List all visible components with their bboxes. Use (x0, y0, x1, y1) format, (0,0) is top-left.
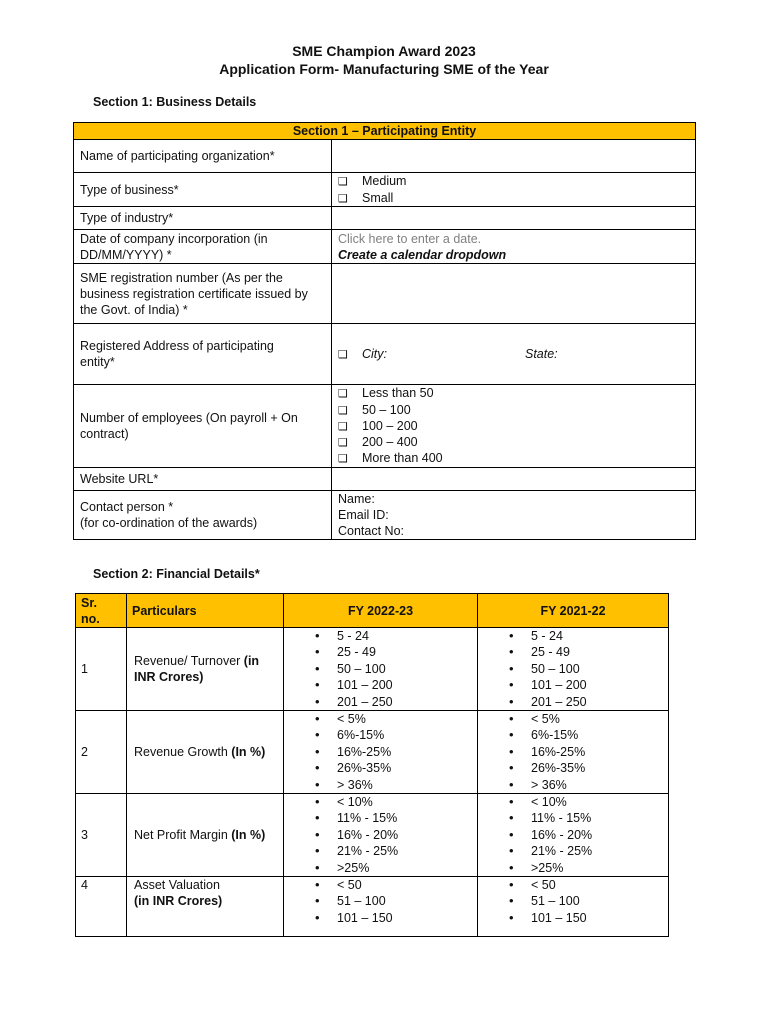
fy2021-options (478, 876, 669, 936)
option-label: Less than 50 (362, 386, 434, 401)
row-number: 2 (76, 711, 127, 794)
table-row (76, 876, 669, 936)
business-type-option-small[interactable] (338, 190, 689, 206)
fy2022-options (284, 876, 478, 936)
table-row (76, 793, 669, 876)
checkbox-icon[interactable]: ❑ (338, 387, 348, 401)
address-field[interactable] (332, 324, 696, 385)
row-particular (127, 876, 284, 936)
incorporation-date-field[interactable] (332, 230, 696, 264)
employees-options (332, 385, 696, 468)
label-line: Date of company incorporation (in (80, 231, 268, 246)
section2-heading: Section 2: Financial Details* (93, 567, 260, 581)
city-label: City: (362, 346, 387, 361)
list-item[interactable]: • 51 – 100 (289, 893, 472, 909)
header-line: no. (81, 611, 100, 626)
particular-unit: (In %) (231, 744, 266, 759)
incorporation-date-label (74, 230, 332, 264)
option-label: Small (362, 190, 394, 205)
label-line: SME registration number (As per the (80, 270, 283, 285)
business-type-label: Type of business* (74, 173, 332, 207)
employee-option[interactable] (338, 434, 689, 450)
checkbox-icon[interactable]: ❑ (338, 191, 348, 205)
org-name-label: Name of participating organization* (74, 140, 332, 173)
table-row (76, 711, 669, 794)
contact-person-field[interactable] (332, 491, 696, 540)
participating-entity-table (73, 122, 696, 540)
contact-name-label: Name: (338, 492, 375, 506)
checkbox-icon[interactable]: ❑ (338, 347, 348, 361)
fy2021-options (478, 628, 669, 711)
list-item[interactable]: • 26%-35% (289, 760, 472, 776)
form-title: SME Champion Award 2023 (292, 43, 476, 59)
list-item[interactable]: • 201 – 250 (483, 694, 663, 710)
business-type-option-medium[interactable] (338, 173, 689, 189)
list-item[interactable]: • 11% - 15% (289, 810, 472, 826)
particular-unit: INR Crores) (134, 670, 204, 684)
employee-option[interactable] (338, 418, 689, 434)
contact-person-label (74, 491, 332, 540)
list-item[interactable]: • 16% - 20% (289, 827, 472, 843)
fy2022-options (284, 711, 478, 794)
list-item[interactable]: • 16%-25% (289, 744, 472, 760)
fy2021-options (478, 711, 669, 794)
form-subtitle: Application Form- Manufacturing SME of the Year (219, 61, 549, 77)
label-line: (for co-ordination of the awards) (80, 516, 258, 530)
list-item[interactable]: • 21% - 25% (289, 843, 472, 859)
list-item[interactable]: • 5 - 24 (483, 628, 663, 644)
label-line: Number of employees (On payroll + On (80, 411, 298, 425)
fy2021-header: FY 2021-22 (478, 594, 669, 628)
list-item[interactable]: • 50 – 100 (289, 661, 472, 677)
list-item[interactable]: • 50 – 100 (483, 661, 663, 677)
industry-type-label: Type of industry* (74, 207, 332, 230)
row-number: 3 (76, 793, 127, 876)
particular-label: Net Profit Margin (134, 827, 232, 842)
option-label: Medium (362, 174, 407, 189)
list-item[interactable]: • 6%-15% (289, 727, 472, 743)
label-line: contract) (80, 427, 129, 441)
list-item[interactable]: • < 50 (289, 877, 472, 893)
list-item[interactable]: • 101 – 200 (289, 677, 472, 693)
label-line: entity* (80, 355, 115, 369)
list-item[interactable]: • 101 – 150 (483, 910, 663, 926)
list-item[interactable]: • 26%-35% (483, 760, 663, 776)
list-item[interactable]: • 16% - 20% (483, 827, 663, 843)
list-item[interactable]: • >25% (289, 860, 472, 876)
row-particular (127, 628, 284, 711)
header-line: Sr. (81, 595, 97, 610)
state-label: State: (525, 346, 558, 361)
label-line: DD/MM/YYYY) * (80, 247, 172, 262)
list-item[interactable]: • < 5% (483, 711, 663, 727)
particular-unit: (In %) (231, 827, 266, 842)
list-item[interactable]: • 101 – 200 (483, 677, 663, 693)
particular-label: Revenue Growth (134, 744, 232, 759)
list-item[interactable]: • 5 - 24 (289, 628, 472, 644)
particular-unit: (in (243, 654, 260, 668)
employee-option[interactable] (338, 450, 689, 466)
list-item[interactable]: • 101 – 150 (289, 910, 472, 926)
row-number: 1 (76, 628, 127, 711)
table-row (76, 628, 669, 711)
contact-number-label: Contact No: (338, 524, 405, 538)
employee-option[interactable] (338, 402, 689, 418)
industry-type-field[interactable] (332, 207, 696, 230)
list-item[interactable]: • < 50 (483, 877, 663, 893)
sme-registration-label (74, 264, 332, 324)
list-item[interactable]: • 51 – 100 (483, 893, 663, 909)
list-item[interactable]: • 16%-25% (483, 744, 663, 760)
checkbox-icon[interactable]: ❑ (338, 419, 348, 433)
business-type-options (332, 173, 696, 207)
list-item[interactable]: • 21% - 25% (483, 843, 663, 859)
particular-unit: (in INR Crores) (134, 893, 223, 908)
checkbox-icon[interactable]: ❑ (338, 175, 348, 189)
date-placeholder[interactable]: Click here to enter a date. (338, 231, 482, 246)
row-number: 4 (76, 876, 127, 936)
list-item[interactable]: • >25% (483, 860, 663, 876)
list-item[interactable]: • < 10% (483, 794, 663, 810)
list-item[interactable]: • 25 - 49 (483, 644, 663, 660)
srno-header (76, 594, 127, 628)
fy2021-options (478, 793, 669, 876)
section1-table-title: Section 1 – Participating Entity (74, 123, 696, 140)
list-item[interactable]: • 6%-15% (483, 727, 663, 743)
website-field[interactable] (332, 468, 696, 491)
date-note: Create a calendar dropdown (338, 247, 507, 262)
particular-label: Asset Valuation (134, 877, 220, 892)
particular-label: Revenue/ Turnover (134, 654, 244, 668)
option-label: 50 – 100 (362, 402, 411, 417)
contact-email-label: Email ID: (338, 508, 389, 522)
option-label: 200 – 400 (362, 435, 418, 450)
label-line: business registration certificate issued by (80, 286, 308, 301)
address-label (74, 324, 332, 385)
list-item[interactable]: • < 5% (289, 711, 472, 727)
label-line: the Govt. of India) * (80, 302, 188, 317)
employees-label (74, 385, 332, 468)
list-item[interactable]: • 201 – 250 (289, 694, 472, 710)
section1-heading: Section 1: Business Details (93, 95, 257, 109)
list-item[interactable]: • < 10% (289, 794, 472, 810)
list-item[interactable]: • > 36% (289, 777, 472, 793)
row-particular (127, 793, 284, 876)
org-name-field[interactable] (332, 140, 696, 173)
list-item[interactable]: • 11% - 15% (483, 810, 663, 826)
option-label: 100 – 200 (362, 418, 418, 433)
checkbox-icon[interactable]: ❑ (338, 436, 348, 450)
fy2022-options (284, 793, 478, 876)
list-item[interactable]: • 25 - 49 (289, 644, 472, 660)
fy2022-options (284, 628, 478, 711)
option-label: More than 400 (362, 451, 443, 466)
fy2022-header: FY 2022-23 (284, 594, 478, 628)
employee-option[interactable] (338, 385, 689, 401)
row-particular (127, 711, 284, 794)
particulars-header: Particulars (127, 594, 284, 628)
checkbox-icon[interactable]: ❑ (338, 403, 348, 417)
financial-details-table (75, 593, 669, 937)
label-line: Registered Address of participating (80, 339, 274, 353)
label-line: Contact person * (80, 500, 174, 514)
list-item[interactable]: • > 36% (483, 777, 663, 793)
sme-registration-field[interactable] (332, 264, 696, 324)
checkbox-icon[interactable]: ❑ (338, 452, 348, 466)
website-label: Website URL* (74, 468, 332, 491)
